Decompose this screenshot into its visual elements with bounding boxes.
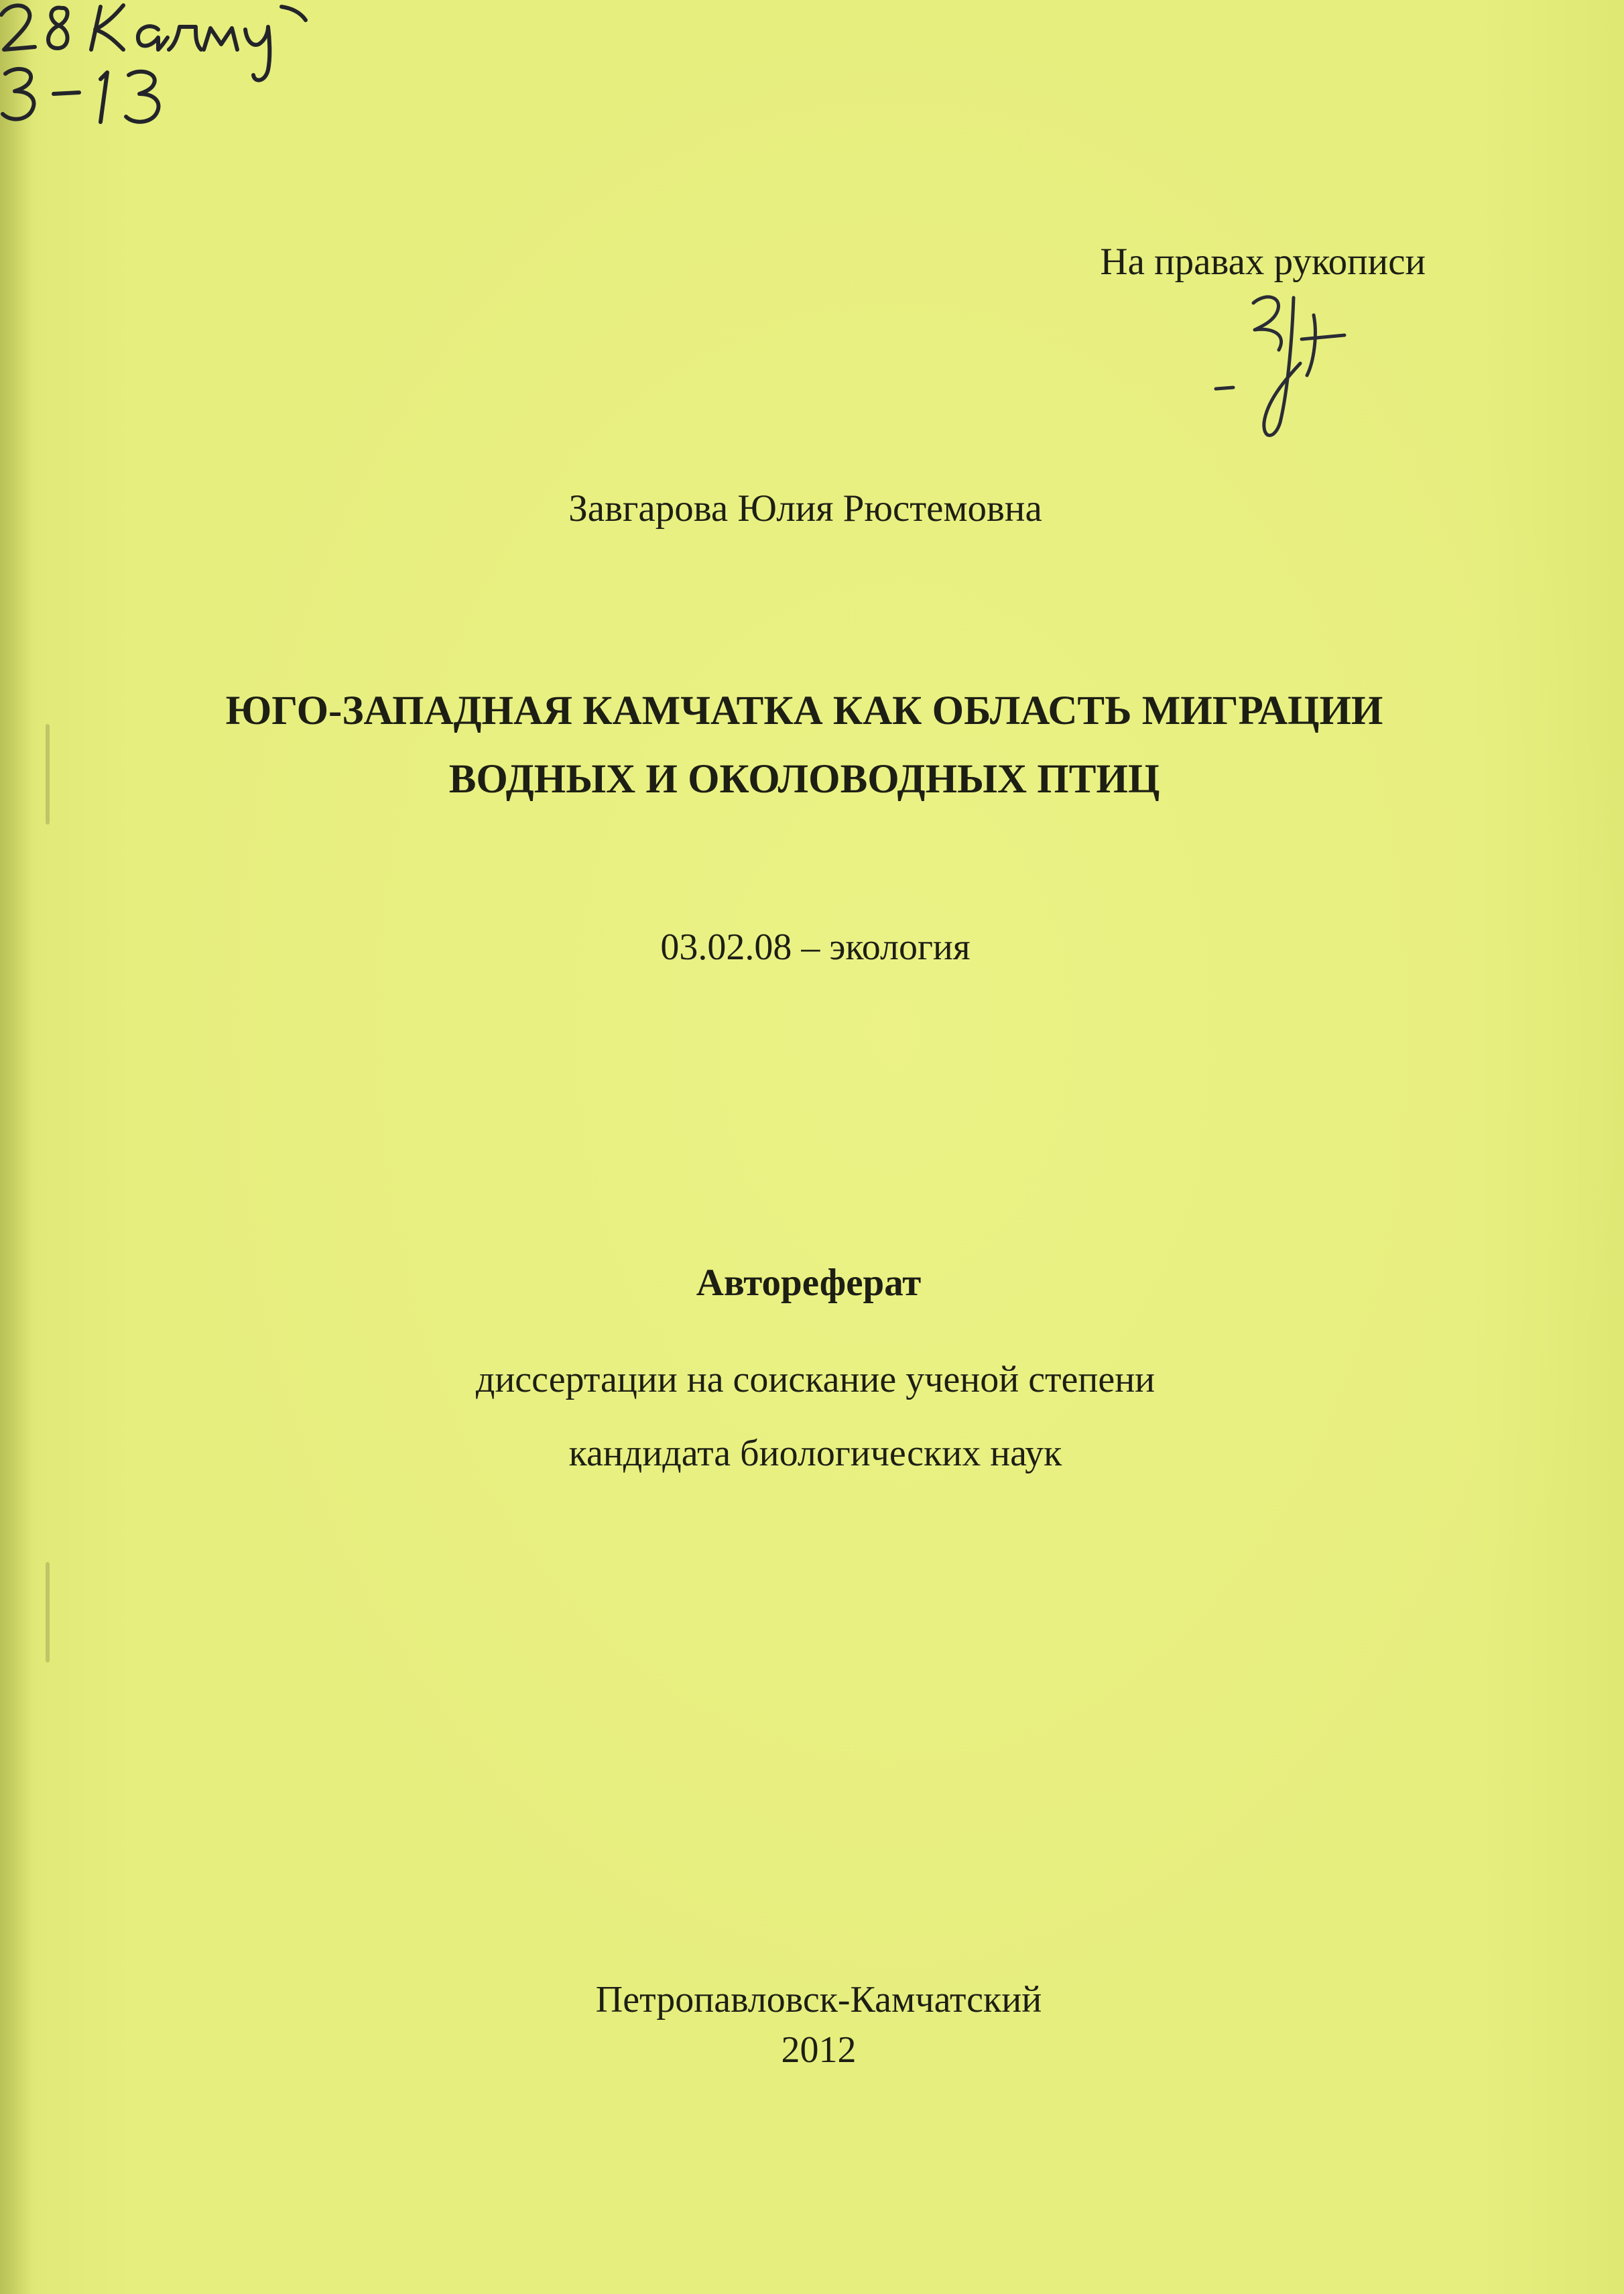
publication-city: Петропавловск-Камчатский [595, 1979, 1042, 2020]
publication-year: 2012 [781, 2029, 857, 2071]
signature [1213, 288, 1367, 449]
staple-mark [46, 724, 50, 825]
document-type-label: Автореферат [696, 1262, 922, 1304]
binding-edge [0, 0, 32, 2294]
title-line: ЮГО-ЗАПАДНАЯ КАМЧАТКА КАК ОБЛАСТЬ МИГРАЦИИ [225, 688, 1383, 733]
handwritten-note [0, 0, 349, 154]
degree-line: диссертации на соискание ученой степени [475, 1359, 1155, 1400]
author-name: Завгарова Юлия Рюстемовна [568, 487, 1042, 530]
specialty-code: 03.02.08 – экология [660, 926, 971, 968]
manuscript-rights-label: На правах рукописи [1100, 241, 1426, 283]
degree-line: кандидата биологических наук [568, 1433, 1062, 1474]
staple-mark [46, 1562, 50, 1663]
title-line: ВОДНЫХ И ОКОЛОВОДНЫХ ПТИЦ [448, 757, 1160, 802]
dissertation-title [134, 677, 1475, 814]
